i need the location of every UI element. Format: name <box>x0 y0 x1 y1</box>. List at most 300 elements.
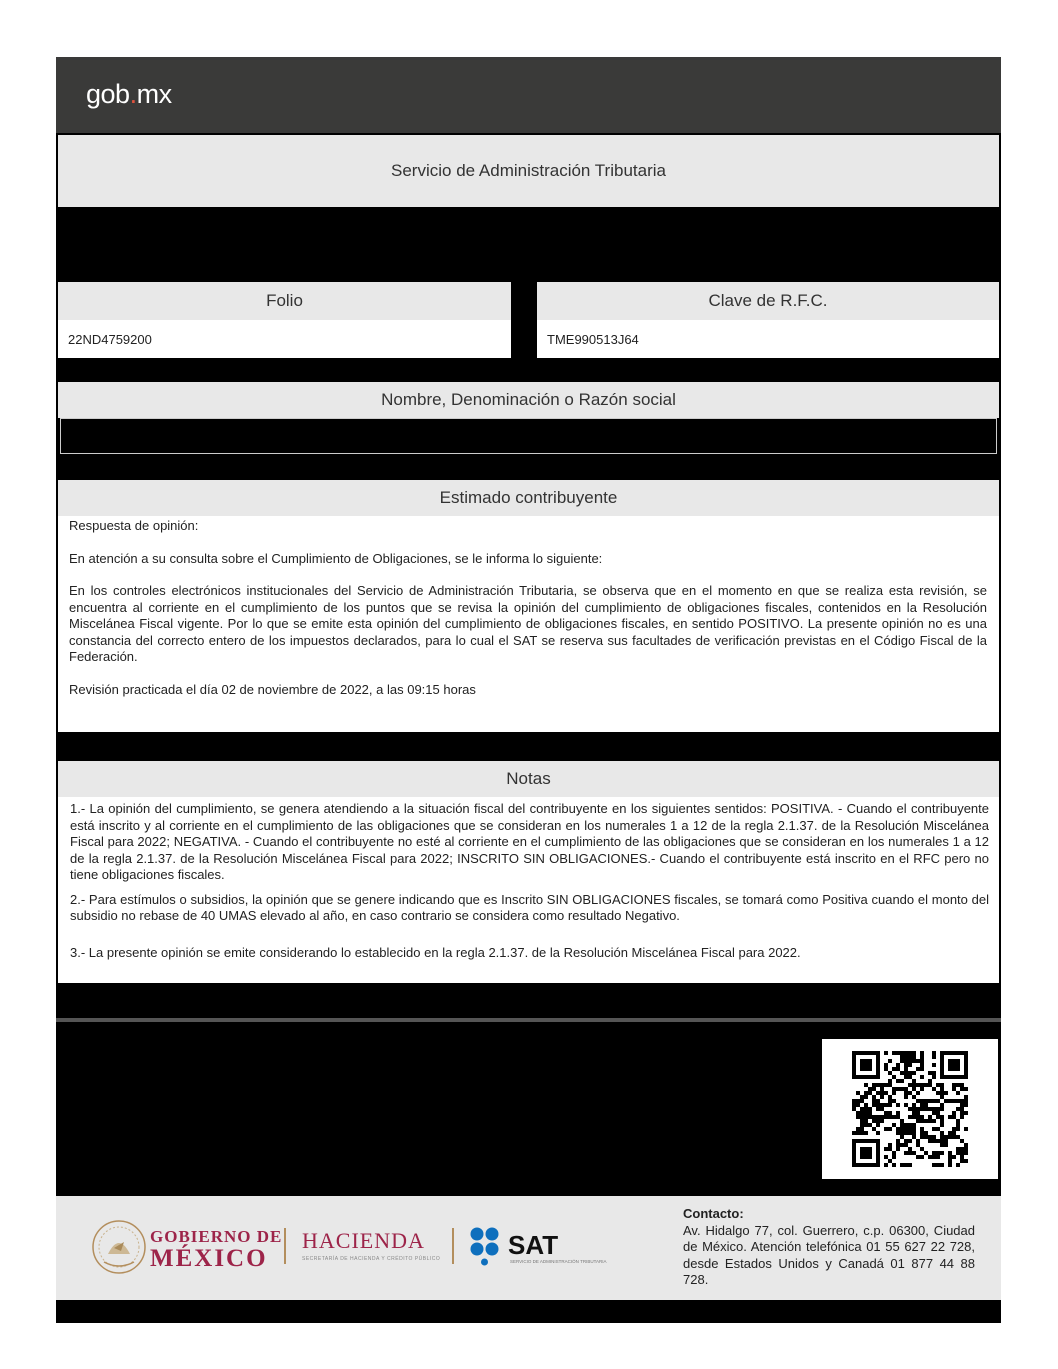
qr-module <box>912 1087 916 1091</box>
hacienda-subtitle: SECRETARÍA DE HACIENDA Y CRÉDITO PÚBLICO <box>302 1256 441 1262</box>
qr-module <box>852 1075 856 1079</box>
qr-module <box>864 1163 868 1167</box>
qr-module <box>912 1151 916 1155</box>
qr-module <box>908 1127 912 1131</box>
qr-module <box>904 1163 908 1167</box>
qr-module <box>852 1139 856 1143</box>
qr-module <box>896 1111 900 1115</box>
qr-module <box>876 1151 880 1155</box>
qr-module <box>932 1071 936 1075</box>
qr-module <box>892 1099 896 1103</box>
qr-module <box>920 1075 924 1079</box>
qr-module <box>852 1055 856 1059</box>
qr-module <box>956 1091 960 1095</box>
qr-module <box>916 1083 920 1087</box>
qr-module <box>932 1155 936 1159</box>
estimado-paragraph: Respuesta de opinión: <box>69 518 199 533</box>
qr-module <box>916 1067 920 1071</box>
qr-module <box>964 1055 968 1059</box>
qr-module <box>924 1131 928 1135</box>
nota-item: 3.- La presente opinión se emite considerando lo establecido en la regla 2.1.37. de la Resolución Miscelánea Fiscal para 2022. <box>70 944 801 960</box>
qr-module <box>896 1103 900 1107</box>
qr-module <box>908 1091 912 1095</box>
qr-module <box>964 1067 968 1071</box>
qr-module <box>860 1063 864 1067</box>
qr-module <box>852 1155 856 1159</box>
qr-module <box>944 1143 948 1147</box>
qr-module <box>896 1127 900 1131</box>
qr-module <box>888 1127 892 1131</box>
qr-module <box>856 1131 860 1135</box>
qr-module <box>876 1139 880 1143</box>
qr-module <box>956 1067 960 1071</box>
qr-module <box>868 1075 872 1079</box>
qr-module <box>928 1135 932 1139</box>
qr-module <box>860 1131 864 1135</box>
qr-module <box>864 1103 868 1107</box>
qr-module <box>856 1163 860 1167</box>
qr-module <box>912 1095 916 1099</box>
qr-module <box>876 1131 880 1135</box>
folio-value: 22ND4759200 <box>68 331 152 347</box>
qr-module <box>864 1067 868 1071</box>
qr-module <box>908 1123 912 1127</box>
qr-module <box>936 1163 940 1167</box>
qr-module <box>904 1143 908 1147</box>
qr-module <box>908 1063 912 1067</box>
qr-module <box>956 1063 960 1067</box>
qr-module <box>888 1071 892 1075</box>
qr-module <box>956 1083 960 1087</box>
qr-module <box>924 1083 928 1087</box>
qr-module <box>860 1051 864 1055</box>
qr-module <box>904 1075 908 1079</box>
qr-module <box>876 1107 880 1111</box>
qr-module <box>964 1099 968 1103</box>
qr-module <box>876 1099 880 1103</box>
qr-module <box>920 1083 924 1087</box>
qr-module <box>876 1103 880 1107</box>
qr-module <box>940 1119 944 1123</box>
qr-module <box>876 1143 880 1147</box>
gob-logo-line2: MÉXICO <box>150 1245 268 1272</box>
qr-module <box>856 1091 860 1095</box>
qr-module <box>908 1059 912 1063</box>
qr-module <box>880 1119 884 1123</box>
qr-module <box>932 1099 936 1103</box>
qr-module <box>896 1067 900 1071</box>
qr-module <box>960 1139 964 1143</box>
qr-module <box>936 1139 940 1143</box>
qr-module <box>908 1083 912 1087</box>
qr-module <box>876 1055 880 1059</box>
qr-module <box>920 1063 924 1067</box>
qr-module <box>944 1091 948 1095</box>
qr-module <box>872 1127 876 1131</box>
qr-module <box>868 1063 872 1067</box>
qr-module <box>940 1163 944 1167</box>
qr-module <box>896 1087 900 1091</box>
qr-module <box>872 1163 876 1167</box>
qr-module <box>944 1051 948 1055</box>
nombre-redacted-value <box>60 418 997 454</box>
estimado-body <box>58 516 999 698</box>
qr-module <box>892 1123 896 1127</box>
qr-module <box>900 1059 904 1063</box>
qr-module <box>924 1119 928 1123</box>
qr-module <box>860 1163 864 1167</box>
qr-module <box>904 1127 908 1131</box>
qr-module <box>884 1083 888 1087</box>
qr-module <box>916 1119 920 1123</box>
qr-module <box>944 1075 948 1079</box>
qr-module <box>852 1159 856 1163</box>
qr-module <box>948 1067 952 1071</box>
qr-module <box>960 1099 964 1103</box>
qr-module <box>920 1131 924 1135</box>
qr-module <box>904 1071 908 1075</box>
qr-module <box>940 1095 944 1099</box>
qr-module <box>924 1103 928 1107</box>
qr-module <box>964 1103 968 1107</box>
qr-module <box>884 1067 888 1071</box>
section-divider <box>56 1018 1001 1022</box>
qr-module <box>908 1115 912 1119</box>
qr-module <box>876 1115 880 1119</box>
qr-code-box <box>822 1039 998 1179</box>
qr-module <box>864 1147 868 1151</box>
qr-module <box>860 1095 864 1099</box>
qr-module <box>920 1119 924 1123</box>
qr-module <box>876 1163 880 1167</box>
qr-module <box>928 1107 932 1111</box>
qr-module <box>868 1059 872 1063</box>
qr-module <box>912 1111 916 1115</box>
qr-module <box>940 1143 944 1147</box>
qr-module <box>884 1163 888 1167</box>
qr-module <box>916 1139 920 1143</box>
qr-module <box>932 1063 936 1067</box>
qr-module <box>952 1067 956 1071</box>
qr-module <box>936 1151 940 1155</box>
qr-module <box>884 1091 888 1095</box>
qr-module <box>900 1135 904 1139</box>
qr-module <box>888 1159 892 1163</box>
qr-module <box>860 1075 864 1079</box>
qr-module <box>940 1139 944 1143</box>
qr-module <box>876 1083 880 1087</box>
qr-module <box>876 1071 880 1075</box>
qr-module <box>880 1103 884 1107</box>
qr-module <box>912 1059 916 1063</box>
qr-module <box>936 1083 940 1087</box>
qr-module <box>964 1063 968 1067</box>
contact-title: Contacto: <box>683 1206 744 1221</box>
qr-module <box>964 1075 968 1079</box>
qr-module <box>888 1147 892 1151</box>
qr-module <box>892 1115 896 1119</box>
qr-module <box>904 1059 908 1063</box>
qr-module <box>932 1135 936 1139</box>
qr-module <box>896 1051 900 1055</box>
qr-module <box>960 1115 964 1119</box>
qr-module <box>868 1151 872 1155</box>
qr-module <box>852 1059 856 1063</box>
qr-module <box>876 1063 880 1067</box>
qr-module <box>936 1107 940 1111</box>
qr-module <box>888 1083 892 1087</box>
qr-module <box>960 1151 964 1155</box>
qr-module <box>920 1107 924 1111</box>
qr-module <box>932 1127 936 1131</box>
qr-module <box>908 1131 912 1135</box>
qr-module <box>912 1079 916 1083</box>
qr-module <box>964 1059 968 1063</box>
nota-item: 2.- Para estímulos o subsidios, la opinión que se genere indicando que es Inscrito SIN OBLIGACIONES fiscales, se tomará como Positiva cuando el monto del subsidio no rebase de 40 UMAS elevado al año, en caso contrario se considera como resultado Negativo. <box>70 891 989 923</box>
qr-module <box>904 1091 908 1095</box>
qr-module <box>948 1115 952 1119</box>
qr-module <box>872 1075 876 1079</box>
qr-module <box>908 1147 912 1151</box>
qr-module <box>912 1127 916 1131</box>
qr-module <box>956 1051 960 1055</box>
qr-module <box>924 1151 928 1155</box>
qr-module <box>940 1055 944 1059</box>
qr-module <box>880 1083 884 1087</box>
qr-module <box>964 1151 968 1155</box>
qr-module <box>892 1155 896 1159</box>
estimado-panel <box>58 480 999 732</box>
qr-module <box>940 1091 944 1095</box>
qr-module <box>920 1103 924 1107</box>
qr-module <box>944 1135 948 1139</box>
qr-module <box>904 1051 908 1055</box>
qr-module <box>912 1103 916 1107</box>
qr-module <box>876 1067 880 1071</box>
qr-module <box>952 1131 956 1135</box>
qr-module <box>896 1143 900 1147</box>
qr-module <box>868 1067 872 1071</box>
qr-module <box>884 1115 888 1119</box>
qr-module <box>928 1071 932 1075</box>
qr-module <box>908 1075 912 1079</box>
qr-module <box>876 1059 880 1063</box>
qr-module <box>952 1087 956 1091</box>
qr-module <box>872 1115 876 1119</box>
sat-logo-icon <box>470 1226 636 1266</box>
qr-module <box>864 1139 868 1143</box>
qr-module <box>860 1067 864 1071</box>
qr-module <box>920 1099 924 1103</box>
qr-module <box>852 1103 856 1107</box>
qr-module <box>956 1099 960 1103</box>
qr-module <box>932 1051 936 1055</box>
qr-module <box>940 1151 944 1155</box>
qr-module <box>924 1107 928 1111</box>
qr-module <box>880 1095 884 1099</box>
qr-module <box>884 1051 888 1055</box>
qr-module <box>864 1051 868 1055</box>
qr-module <box>912 1071 916 1075</box>
qr-module <box>864 1151 868 1155</box>
qr-module <box>944 1099 948 1103</box>
qr-module <box>852 1099 856 1103</box>
nombre-label: Nombre, Denominación o Razón social <box>58 382 999 418</box>
qr-module <box>928 1139 932 1143</box>
qr-module <box>912 1123 916 1127</box>
qr-module <box>936 1155 940 1159</box>
qr-module <box>932 1107 936 1111</box>
qr-module <box>880 1091 884 1095</box>
qr-module <box>928 1115 932 1119</box>
qr-module <box>904 1067 908 1071</box>
rfc-panel <box>537 282 999 358</box>
qr-module <box>964 1147 968 1151</box>
qr-module <box>964 1095 968 1099</box>
qr-module <box>868 1087 872 1091</box>
qr-module <box>908 1139 912 1143</box>
qr-module <box>864 1107 868 1111</box>
qr-module <box>920 1135 924 1139</box>
qr-module <box>860 1059 864 1063</box>
qr-module <box>948 1163 952 1167</box>
qr-module <box>872 1119 876 1123</box>
qr-module <box>860 1139 864 1143</box>
qr-module <box>948 1159 952 1163</box>
qr-module <box>864 1155 868 1159</box>
qr-module <box>916 1143 920 1147</box>
qr-module <box>932 1087 936 1091</box>
qr-module <box>860 1099 864 1103</box>
qr-code <box>822 1039 998 1179</box>
qr-module <box>904 1055 908 1059</box>
qr-module <box>852 1067 856 1071</box>
qr-module <box>896 1115 900 1119</box>
estimado-label: Estimado contribuyente <box>58 480 999 516</box>
qr-module <box>948 1155 952 1159</box>
qr-module <box>952 1111 956 1115</box>
qr-module <box>948 1135 952 1139</box>
qr-module <box>928 1099 932 1103</box>
qr-module <box>936 1099 940 1103</box>
qr-module <box>884 1147 888 1151</box>
qr-module <box>868 1115 872 1119</box>
qr-module <box>896 1139 900 1143</box>
qr-module <box>964 1159 968 1163</box>
qr-module <box>952 1155 956 1159</box>
qr-module <box>892 1067 896 1071</box>
qr-module <box>948 1063 952 1067</box>
qr-module <box>860 1119 864 1123</box>
qr-module <box>956 1107 960 1111</box>
qr-module <box>960 1147 964 1151</box>
qr-module <box>948 1151 952 1155</box>
qr-module <box>932 1163 936 1167</box>
folio-panel <box>58 282 511 358</box>
folio-label: Folio <box>58 282 511 320</box>
qr-module <box>884 1111 888 1115</box>
qr-module <box>960 1087 964 1091</box>
qr-module <box>964 1087 968 1091</box>
qr-module <box>912 1107 916 1111</box>
qr-module <box>900 1143 904 1147</box>
qr-module <box>916 1059 920 1063</box>
qr-module <box>940 1131 944 1135</box>
qr-module <box>852 1151 856 1155</box>
document-page <box>56 57 1001 1323</box>
qr-module <box>932 1119 936 1123</box>
qr-module <box>892 1151 896 1155</box>
qr-module <box>864 1115 868 1119</box>
qr-module <box>916 1155 920 1159</box>
qr-module <box>952 1099 956 1103</box>
estimado-paragraph: En atención a su consulta sobre el Cumplimiento de Obligaciones, se le informa lo siguiente: <box>69 550 603 566</box>
qr-module <box>868 1111 872 1115</box>
qr-module <box>876 1051 880 1055</box>
qr-module <box>860 1147 864 1151</box>
notas-body <box>58 797 999 961</box>
qr-module <box>912 1135 916 1139</box>
qr-module <box>884 1063 888 1067</box>
qr-module <box>952 1127 956 1131</box>
qr-module <box>868 1163 872 1167</box>
qr-module <box>928 1119 932 1123</box>
qr-module <box>880 1107 884 1111</box>
qr-module <box>856 1051 860 1055</box>
qr-module <box>896 1079 900 1083</box>
qr-module <box>936 1091 940 1095</box>
qr-module <box>948 1099 952 1103</box>
qr-module <box>940 1087 944 1091</box>
qr-module <box>864 1059 868 1063</box>
qr-module <box>900 1051 904 1055</box>
qr-module <box>956 1163 960 1167</box>
qr-module <box>876 1075 880 1079</box>
qr-module <box>900 1087 904 1091</box>
qr-module <box>964 1111 968 1115</box>
qr-module <box>900 1071 904 1075</box>
qr-module <box>920 1155 924 1159</box>
qr-module <box>908 1163 912 1167</box>
qr-module <box>920 1059 924 1063</box>
qr-module <box>920 1067 924 1071</box>
qr-module <box>868 1123 872 1127</box>
qr-module <box>920 1051 924 1055</box>
qr-module <box>868 1091 872 1095</box>
qr-module <box>888 1103 892 1107</box>
logo-separator <box>284 1228 286 1264</box>
logo-separator <box>452 1228 454 1264</box>
qr-module <box>956 1119 960 1123</box>
qr-module <box>956 1151 960 1155</box>
qr-module <box>912 1083 916 1087</box>
qr-module <box>856 1103 860 1107</box>
sat-logo-subtitle: SERVICIO DE ADMINISTRACIÓN TRIBUTARIA <box>510 1259 607 1264</box>
qr-module <box>872 1103 876 1107</box>
qr-module <box>852 1163 856 1167</box>
qr-module <box>900 1131 904 1135</box>
qr-module <box>956 1127 960 1131</box>
qr-module <box>856 1115 860 1119</box>
qr-module <box>908 1055 912 1059</box>
qr-module <box>928 1083 932 1087</box>
qr-module <box>940 1083 944 1087</box>
qr-module <box>868 1155 872 1159</box>
qr-module <box>920 1127 924 1131</box>
qr-module <box>860 1115 864 1119</box>
qr-module <box>852 1147 856 1151</box>
gob-mx-logo[interactable]: gob.mx <box>86 79 172 109</box>
